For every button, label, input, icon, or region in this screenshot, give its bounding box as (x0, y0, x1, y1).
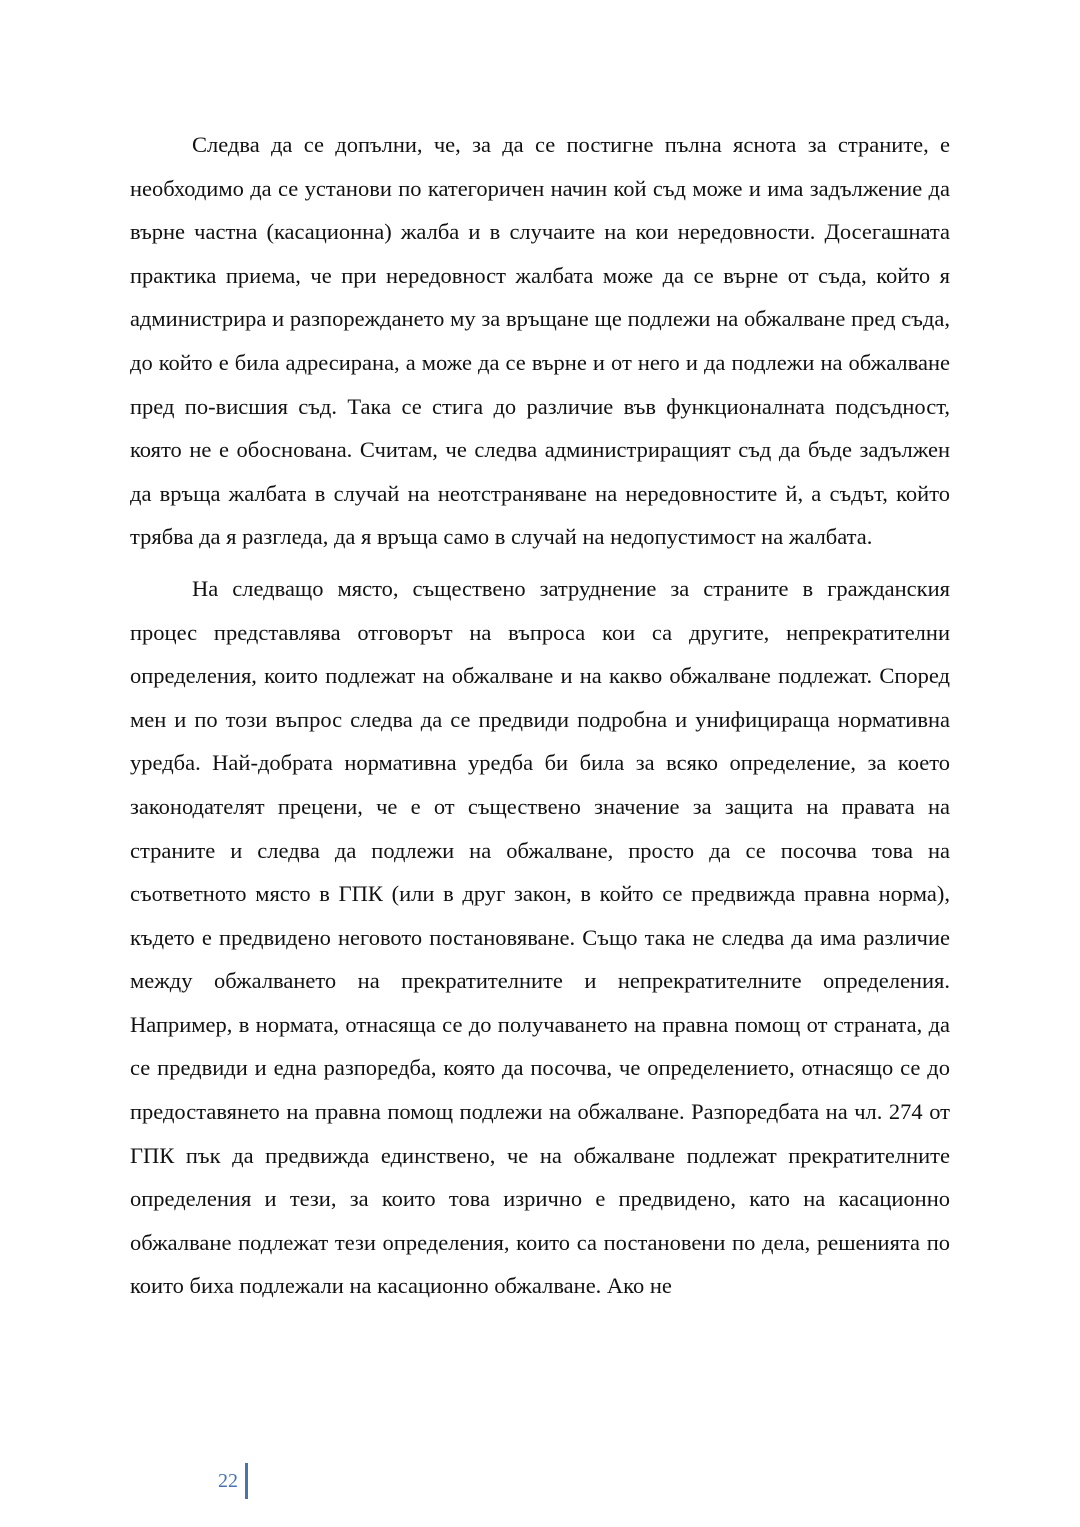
paragraph-2: На следващо място, съществено затруднение за страните в гражданския процес представлява отговорът на въпроса кои са другите, непрекратителни определения, които подлежат на обжалване и на какво обжалване подлежат. Според мен и по този въпрос следва да се предвиди подробна и унифицираща нормативна уредба. Най-добрата нормативна уредба би била за всяко определение, за което законодателят прецени, че е от съществено значение за защита на правата на страните и следва да подлежи на обжалване, просто да се посочва това на съответното място в ГПК (или в друг закон, в който се предвижда правна норма), където е предвидено неговото постановяване. Също така не следва да има различие между обжалването на прекратителните и непрекратителните определения. Например, в нормата, отнасяща се до получаването на правна помощ от страната, да се предвиди и една разпоредба, която да посочва, че определението, отнасящо се до предоставянето на правна помощ подлежи на обжалване. Разпоредбата на чл. 274 от ГПК пък да предвижда единствено, че на обжалване подлежат прекратителните определения и тези, за които това изрично е предвидено, като на касационно обжалване подлежат тези определения, които са постановени по дела, решенията по които биха подлежали на касационно обжалване. Ако не (130, 575, 950, 1299)
body-text (130, 123, 950, 1308)
page-footer (218, 1462, 248, 1500)
page-number: 22 (218, 1469, 238, 1492)
page-number-rule (245, 1463, 248, 1499)
paragraph-1: Следва да се допълни, че, за да се постигне пълна яснота за страните, е необходимо да се установи по категоричен начин кой съд може и има задължение да върне частна (касационна) жалба и в случаите на кои нередовности. Досегашната практика приема, че при нередовност жалбата може да се върне от съда, който я администрира и разпореждането му за връщане ще подлежи на обжалване пред съда, до който е била адресирана, а може да се върне и от него и да подлежи на обжалване пред по-висшия съд. Така се стига до различие във функционалната подсъдност, която не е обоснована. Считам, че следва администриращият съд да бъде задължен да връща жалбата в случай на неотстраняване на нередовностите й, а съдът, който трябва да я разгледа, да я връща само в случай на недопустимост на жалбата. (130, 132, 950, 550)
